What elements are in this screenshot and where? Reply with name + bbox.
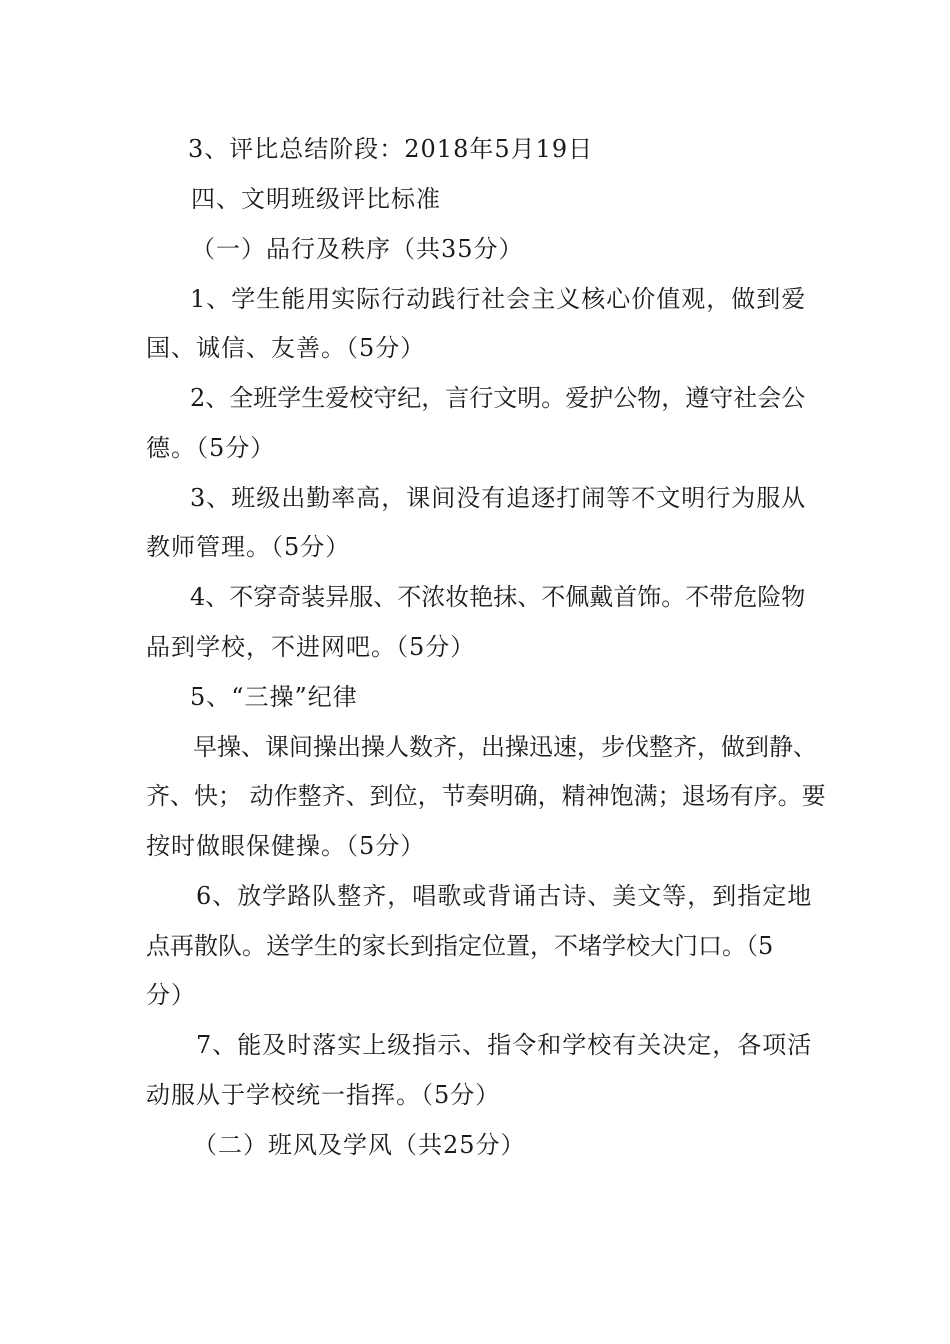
text-line: 国、诚信、友善。（5分） — [146, 334, 426, 362]
text-line: 教师管理。（5分） — [146, 533, 351, 561]
text-line: 德。（5分） — [146, 434, 276, 462]
text-line: 齐、快； 动作整齐、到位，节奏明确，精神饱满；退场有序。要 — [146, 782, 826, 810]
text-line: 分） — [146, 981, 196, 1009]
text-line: 3、评比总结阶段：2018年5月19日 — [188, 135, 594, 163]
text-line: 早操、课间操出操人数齐，出操迅速，步伐整齐，做到静、 — [193, 733, 817, 761]
text-line: 3、班级出勤率高，课间没有追逐打闹等不文明行为服从 — [190, 484, 807, 512]
text-line: 7、能及时落实上级指示、指令和学校有关决定，各项活 — [196, 1031, 813, 1059]
text-line: 4、不穿奇装异服、不浓妆艳抹、不佩戴首饰。不带危险物 — [190, 583, 806, 611]
section-heading: 四、文明班级评比标准 — [191, 185, 441, 213]
text-line: 点再散队。送学生的家长到指定位置，不堵学校大门口。（5 — [146, 932, 774, 960]
text-line: 5、“三操”纪律 — [190, 683, 358, 711]
subsection-heading: （二）班风及学风（共25分） — [193, 1131, 526, 1159]
text-line: 1、学生能用实际行动践行社会主义核心价值观，做到爱 — [190, 285, 807, 313]
text-line: 6、放学路队整齐，唱歌或背诵古诗、美文等，到指定地 — [196, 882, 813, 910]
text-line: 2、全班学生爱校守纪，言行文明。爱护公物，遵守社会公 — [190, 384, 806, 412]
subsection-heading: （一）品行及秩序（共35分） — [191, 235, 524, 263]
text-line: 按时做眼保健操。（5分） — [146, 832, 426, 860]
text-line: 动服从于学校统一指挥。（5分） — [146, 1081, 501, 1109]
text-line: 品到学校，不进网吧。（5分） — [146, 633, 476, 661]
